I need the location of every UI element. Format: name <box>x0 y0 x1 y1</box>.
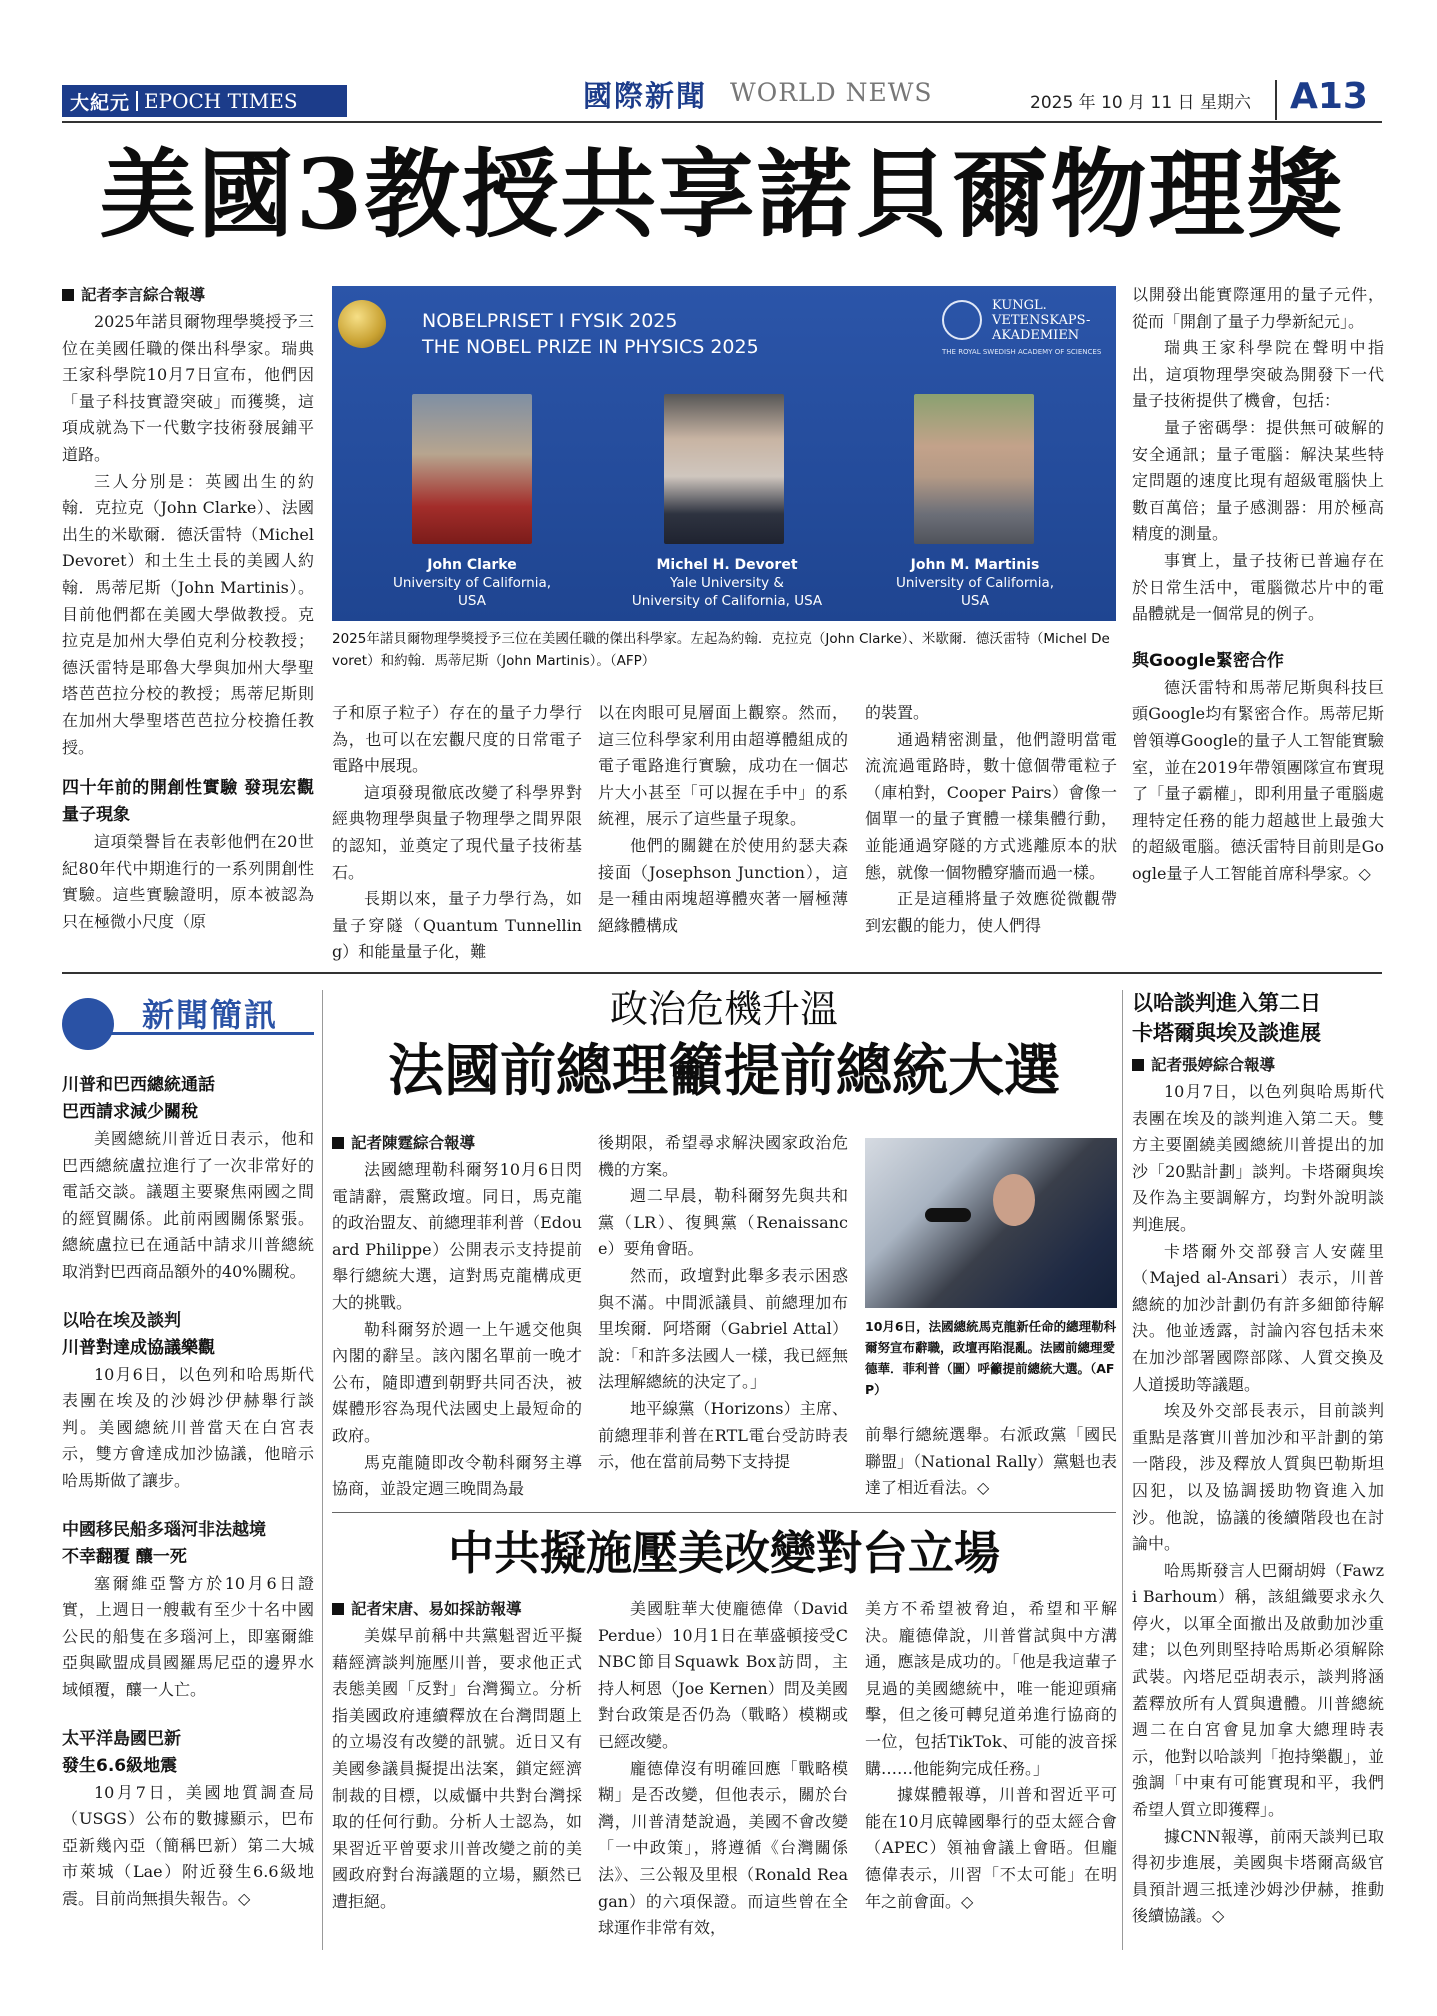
france-column-3 <box>865 1422 1117 1502</box>
portrait-john-martinis <box>914 394 1034 544</box>
paragraph: 正是這種將量子效應從微觀帶到宏觀的能力，使人們得 <box>865 889 1117 935</box>
lead-byline: 記者李言綜合報導 <box>62 282 314 309</box>
column-divider <box>322 990 323 1950</box>
paragraph: 據媒體報導，川普和習近平可能在10月底韓國舉行的亞太經合會（APEC）領袖會議上會晤。但龐德偉表示，川習「不太可能」在明年之前會面。◇ <box>865 1785 1117 1911</box>
mideast-byline: 記者張婷綜合報導 <box>1132 1052 1384 1079</box>
section-title-cn: 國際新聞 <box>583 79 708 113</box>
paragraph: 三人分別是：英國出生的約翰．克拉克（John Clarke）、法國出生的米歇爾．德沃雷特（Michel Devoret）和土生土長的美國人約翰．馬蒂尼斯（John Martinis）。目前他們都在美國大學做教授。克拉克是加州大學伯克利分校教授；德沃雷特是耶魯大學與加州大學聖塔芭芭拉分校的教授；馬蒂尼斯則在加州大學聖塔芭芭拉分校擔任教授。 <box>62 471 314 757</box>
laureate-affiliation: University of California, <box>392 575 552 591</box>
column-divider <box>1122 990 1123 1950</box>
lead-column-4 <box>865 700 1117 939</box>
philippe-speaking-photo <box>865 1138 1117 1308</box>
paragraph: 以開發出能實際運用的量子元件，從而「開創了量子力學新紀元」。 <box>1132 285 1384 331</box>
brief-headline: 太平洋島國巴新 <box>62 1728 181 1749</box>
lead-column-3 <box>598 700 848 939</box>
portrait-john-clarke <box>412 394 532 544</box>
mideast-headline: 以哈談判進入第二日 <box>1132 991 1321 1015</box>
paragraph: 據CNN報導，前兩天談判已取得初步進展，美國與卡塔爾高級官員預計週三抵達沙姆沙伊赫，推動後續協議。◇ <box>1132 1826 1384 1926</box>
paragraph: 2025年諾貝爾物理學獎授予三位在美國任職的傑出科學家。瑞典王家科學院10月7日宣布，他們因「量子科技實證突破」而獲獎，這項成就為下一代數字技術發展鋪平道路。 <box>62 312 314 464</box>
brief-headline: 巴西請求減少關稅 <box>62 1102 198 1122</box>
laureate-name: John M. Martinis <box>910 557 1040 573</box>
paragraph: 埃及外交部長表示，目前談判重點是落實川普加沙和平計劃的第一階段，涉及釋放人質與巴勒斯坦囚犯，以及協調援助物資進入加沙。他說，協議的後續階段也在討論中。 <box>1132 1401 1384 1554</box>
taiwan-column-3 <box>865 1596 1117 1915</box>
brief-headline: 中國移民船多瑙河非法越境 <box>62 1519 266 1540</box>
section-title-en: WORLD NEWS <box>730 78 933 107</box>
academy-line: KUNGL. <box>992 298 1047 313</box>
france-headline: 法國前總理籲提前總統大選 <box>388 1038 1060 1104</box>
briefs-badge-icon <box>62 998 114 1050</box>
paragraph: 量子密碼學：提供無可破解的安全通訊；量子電腦：解決某些特定問題的速度比現有超級電腦快上數百萬倍；量子感測器：用於極高精度的測量。 <box>1132 417 1384 544</box>
laureate-3 <box>880 556 1070 610</box>
issue-date: 2025 年 10 月 11 日 星期六 <box>1030 93 1251 113</box>
paragraph: 以在肉眼可見層面上觀察。然而，這三位科學家利用由超導體組成的電子電路進行實驗，成功在一個芯片大小甚至「可以握在手中」的系統裡，展示了這些量子現象。 <box>598 703 848 829</box>
page-number: A13 <box>1290 76 1368 117</box>
microphone-icon <box>925 1208 971 1222</box>
banner-line-1: NOBELPRISET I FYSIK 2025 <box>422 310 678 332</box>
paragraph: 這項發現徹底改變了科學界對經典物理學與量子物理學之間界限的認知，並奠定了現代量子技術基石。 <box>332 782 582 882</box>
paragraph: 龐德偉沒有明確回應「戰略模糊」是否改變，但他表示，關於台灣，川普清楚說過，美國不會改變「一中政策」，將遵循《台灣關係法》、三公報及里根（Ronald Reagan）的六項保證。而這些曾在全球運作非常有效， <box>598 1758 848 1938</box>
paragraph: 馬克龍隨即改令勒科爾努主導協商，並設定週三晚間為最 <box>332 1452 582 1499</box>
brief-body: 10月6日，以色列和哈馬斯代表團在埃及的沙姆沙伊赫舉行談判。美國總統川普當天在白宮表示，雙方會達成加沙協議，他暗示哈馬斯做了讓步。 <box>62 1364 314 1490</box>
banner-line-2: THE NOBEL PRIZE IN PHYSICS 2025 <box>422 336 759 358</box>
paragraph: 事實上，量子技術已普遍存在於日常生活中，電腦微芯片中的電晶體就是一個常見的例子。 <box>1132 550 1384 624</box>
paragraph: 通過精密測量，他們證明當電流流過電路時，數十億個帶電粒子（庫柏對，Cooper Pairs）會像一個單一的量子實體一樣集體行動，並能通過穿隧的方式逃離原本的狀態，就像一個物體穿牆而過一樣。 <box>865 729 1117 882</box>
brief-headline: 不幸翻覆 釀一死 <box>62 1546 187 1567</box>
france-kicker: 政治危機升溫 <box>609 987 838 1031</box>
academy-tagline: THE ROYAL SWEDISH ACADEMY OF SCIENCES <box>942 348 1102 356</box>
brief-body: 美國總統川普近日表示，他和巴西總統盧拉進行了一次非常好的電話交談。議題主要聚焦兩國之間的經貿關係。此前兩國關係緊張。總統盧拉已在通話中請求川普總統取消對巴西商品額外的40%關稅。 <box>62 1129 314 1281</box>
paragraph: 地平線黨（Horizons）主席、前總理菲利普在RTL電台受訪時表示，他在當前局勢下支持提 <box>598 1398 848 1472</box>
epoch-times-logo <box>62 85 347 117</box>
paragraph: 美媒早前稱中共黨魁習近平擬藉經濟談判施壓川普，要求他正式表態美國「反對」台灣獨立。分析指美國政府連續釋放在台灣問題上的立場沒有改變的訊號。近日又有美國參議員擬提出法案，鎖定經濟制裁的目標，以威懾中共對台灣採取的任何行動。分析人士認為，如果習近平曾要求川普改變之前的美國政府對台海議題的立場，顯然已遭拒絕。 <box>332 1626 582 1911</box>
mideast-column <box>1132 988 1384 1930</box>
taiwan-headline: 中共擬施壓美改變對台立場 <box>448 1526 1000 1580</box>
paragraph: 德沃雷特和馬蒂尼斯與科技巨頭Google均有緊密合作。馬蒂尼斯曾領導Google的量子人工智能實驗室，並在2019年帶領團隊宣布實現了「量子霸權」，即利用量子電腦處理特定任務的能力超越世上最強大的超級電腦。德沃雷特目前則是Google量子人工智能首席科學家。◇ <box>1132 677 1384 883</box>
laureate-affiliation: University of California, <box>895 575 1055 591</box>
paragraph: 10月7日，以色列與哈馬斯代表團在埃及的談判進入第二天。雙方主要圍繞美國總統川普提出的加沙「20點計劃」談判。卡塔爾與埃及作為主要調解方，均對外說明談判進展。 <box>1132 1082 1384 1234</box>
brief-headline: 以哈在埃及談判 <box>62 1310 181 1331</box>
laureate-name: Michel H. Devoret <box>656 557 798 573</box>
france-photo-caption: 10月6日，法國總統馬克龍新任命的總理勒科爾努宣布辭職，政壇再陷混亂。法國前總理愛德華．菲利普（圖）呼籲提前總統大選。（AFP） <box>865 1319 1117 1397</box>
laureate-affiliation: USA <box>458 593 486 609</box>
nobel-medal-icon <box>338 300 386 348</box>
france-byline: 記者陳霆綜合報導 <box>332 1130 582 1157</box>
lead-column-5 <box>1132 282 1384 887</box>
paragraph: 美國駐華大使龐德偉（David Perdue）10月1日在華盛頓接受CNBC節目Squawk Box訪問，主持人柯恩（Joe Kernen）問及美國對台政策是否仍為（戰略）模糊或已經改變。 <box>598 1599 848 1751</box>
paragraph: 法國總理勒科爾努10月6日閃電請辭，震驚政壇。同日，馬克龍的政治盟友、前總理菲利普（Edouard Philippe）公開表示支持提前舉行總統大選，這對馬克龍構成更大的挑戰。 <box>332 1160 582 1312</box>
paragraph: 勒科爾努於週一上午遞交他與內閣的辭呈。該內閣名單前一晚才公布，隨即遭到朝野共同否決，被媒體形容為現代法國史上最短命的政府。 <box>332 1319 582 1445</box>
paragraph: 哈馬斯發言人巴爾胡姆（Fawzi Barhoum）稱，該組織要求永久停火，以軍全面撤出及啟動加沙重建；以色列則堅持哈馬斯必須解除武裝。內塔尼亞胡表示，談判將涵蓋釋放所有人質與遺體。川普總統週二在白宮會見加拿大總理時表示，他對以哈談判「抱持樂觀」，並強調「中東有可能實現和平，我們希望人質立即獲釋」。 <box>1132 1560 1384 1820</box>
academy-seal-icon <box>942 300 982 340</box>
brief-body: 10月7日，美國地質調查局（USGS）公布的數據顯示，巴布亞新幾內亞（簡稱巴新）第二大城市萊城（Lae）附近發生6.6級地震。目前尚無損失報告。◇ <box>62 1782 314 1908</box>
laureate-affiliation: Yale University & <box>670 575 784 591</box>
paragraph: 週二早晨，勒科爾努先與共和黨（LR）、復興黨（Renaissance）要角會晤。 <box>598 1186 848 1259</box>
paragraph: 然而，政壇對此舉多表示困惑與不滿。中間派議員、前總理加布里埃爾．阿塔爾（Gabriel Attal）說：「和許多法國人一樣，我已經無法理解總統的決定了。」 <box>598 1265 848 1392</box>
mideast-headline: 卡塔爾與埃及談進展 <box>1132 1021 1321 1045</box>
lead-headline: 美國3教授共享諾貝爾物理獎 <box>99 138 1345 251</box>
brief-headline: 發生6.6級地震 <box>62 1755 178 1776</box>
laureate-1 <box>377 556 567 610</box>
paragraph: 前舉行總統選舉。右派政黨「國民聯盟」（National Rally）黨魁也表達了相近看法。◇ <box>865 1425 1117 1498</box>
divider <box>62 972 1382 974</box>
nobel-announcement-photo <box>332 286 1116 621</box>
laureate-2 <box>617 556 837 610</box>
news-briefs-header <box>62 990 314 1060</box>
briefs-title: 新聞簡訊 <box>142 996 279 1034</box>
lead-column-2 <box>332 700 582 966</box>
paragraph: 這項榮譽旨在表彰他們在20世紀80年代中期進行的一系列開創性實驗。這些實驗證明，原本被認為只在極微小尺度（原 <box>62 832 314 931</box>
france-column-1 <box>332 1130 582 1503</box>
taiwan-column-2 <box>598 1596 848 1942</box>
academy-name <box>992 298 1090 343</box>
brief-headline: 川普對達成協議樂觀 <box>62 1337 215 1358</box>
paragraph: 卡塔爾外交部發言人安薩里（Majed al-Ansari）表示，川普總統的加沙計劃仍有許多細節待解決。他並透露，討論內容包括未來在加沙部署國際部隊、人質交換及人道援助等議題。 <box>1132 1241 1384 1394</box>
nobel-photo-caption: 2025年諾貝爾物理學獎授予三位在美國任職的傑出科學家。左起為約翰．克拉克（John Clarke）、米歇爾．德沃雷特（Michel Devoret）和約翰．馬蒂尼斯（John Martinis）。（AFP） <box>332 631 1110 669</box>
logo-en: EPOCH TIMES <box>144 89 298 113</box>
taiwan-column-1 <box>332 1596 582 1916</box>
divider <box>332 1512 1116 1513</box>
academy-line: AKADEMIEN <box>992 328 1080 343</box>
laureate-affiliation: USA <box>961 593 989 609</box>
logo-cn: 大紀元 <box>70 91 131 114</box>
speaker-head <box>993 1174 1035 1226</box>
portrait-michel-devoret <box>664 394 784 544</box>
paragraph: 的裝置。 <box>865 703 930 722</box>
brief-body: 塞爾維亞警方於10月6日證實，上週日一艘載有至少十名中國公民的船隻在多瑙河上，即塞爾維亞與歐盟成員國羅馬尼亞的邊界水域傾覆，釀一人亡。 <box>62 1573 314 1699</box>
paragraph: 子和原子粒子）存在的量子力學行為，也可以在宏觀尺度的日常電子電路中展現。 <box>332 703 582 776</box>
paragraph: 後期限，希望尋求解決國家政治危機的方案。 <box>598 1133 848 1179</box>
paragraph: 他們的關鍵在於使用約瑟夫森接面（Josephson Junction），這是一種由兩塊超導體夾著一層極薄絕緣體構成 <box>598 835 848 935</box>
academy-line: VETENSKAPS- <box>992 313 1091 328</box>
taiwan-byline: 記者宋唐、易如採訪報導 <box>332 1596 582 1623</box>
brief-headline: 川普和巴西總統通話 <box>62 1075 215 1095</box>
laureate-affiliation: University of California, USA <box>631 593 823 609</box>
news-briefs <box>62 1072 314 1912</box>
paragraph: 長期以來，量子力學行為，如量子穿隧（Quantum Tunnelling）和能量量子化，難 <box>332 889 582 962</box>
subheading: 與Google緊密合作 <box>1132 650 1284 671</box>
paragraph: 瑞典王家科學院在聲明中指出，這項物理學突破為開發下一代量子技術提供了機會，包括： <box>1132 338 1384 411</box>
subheading: 四十年前的開創性實驗 發現宏觀量子現象 <box>62 778 314 826</box>
laureate-name: John Clarke <box>427 557 517 573</box>
lead-column-1 <box>62 282 314 935</box>
paragraph: 美方不希望被脅迫，希望和平解決。龐德偉說，川普嘗試與中方溝通，應該是成功的。「他是我這輩子見過的美國總統中，唯一能迎頭痛擊，但之後可轉兒道弟進行協商的一位，包括TikTok、可能的波音採購……他能夠完成任務。」 <box>865 1599 1117 1778</box>
france-column-2 <box>598 1130 848 1476</box>
